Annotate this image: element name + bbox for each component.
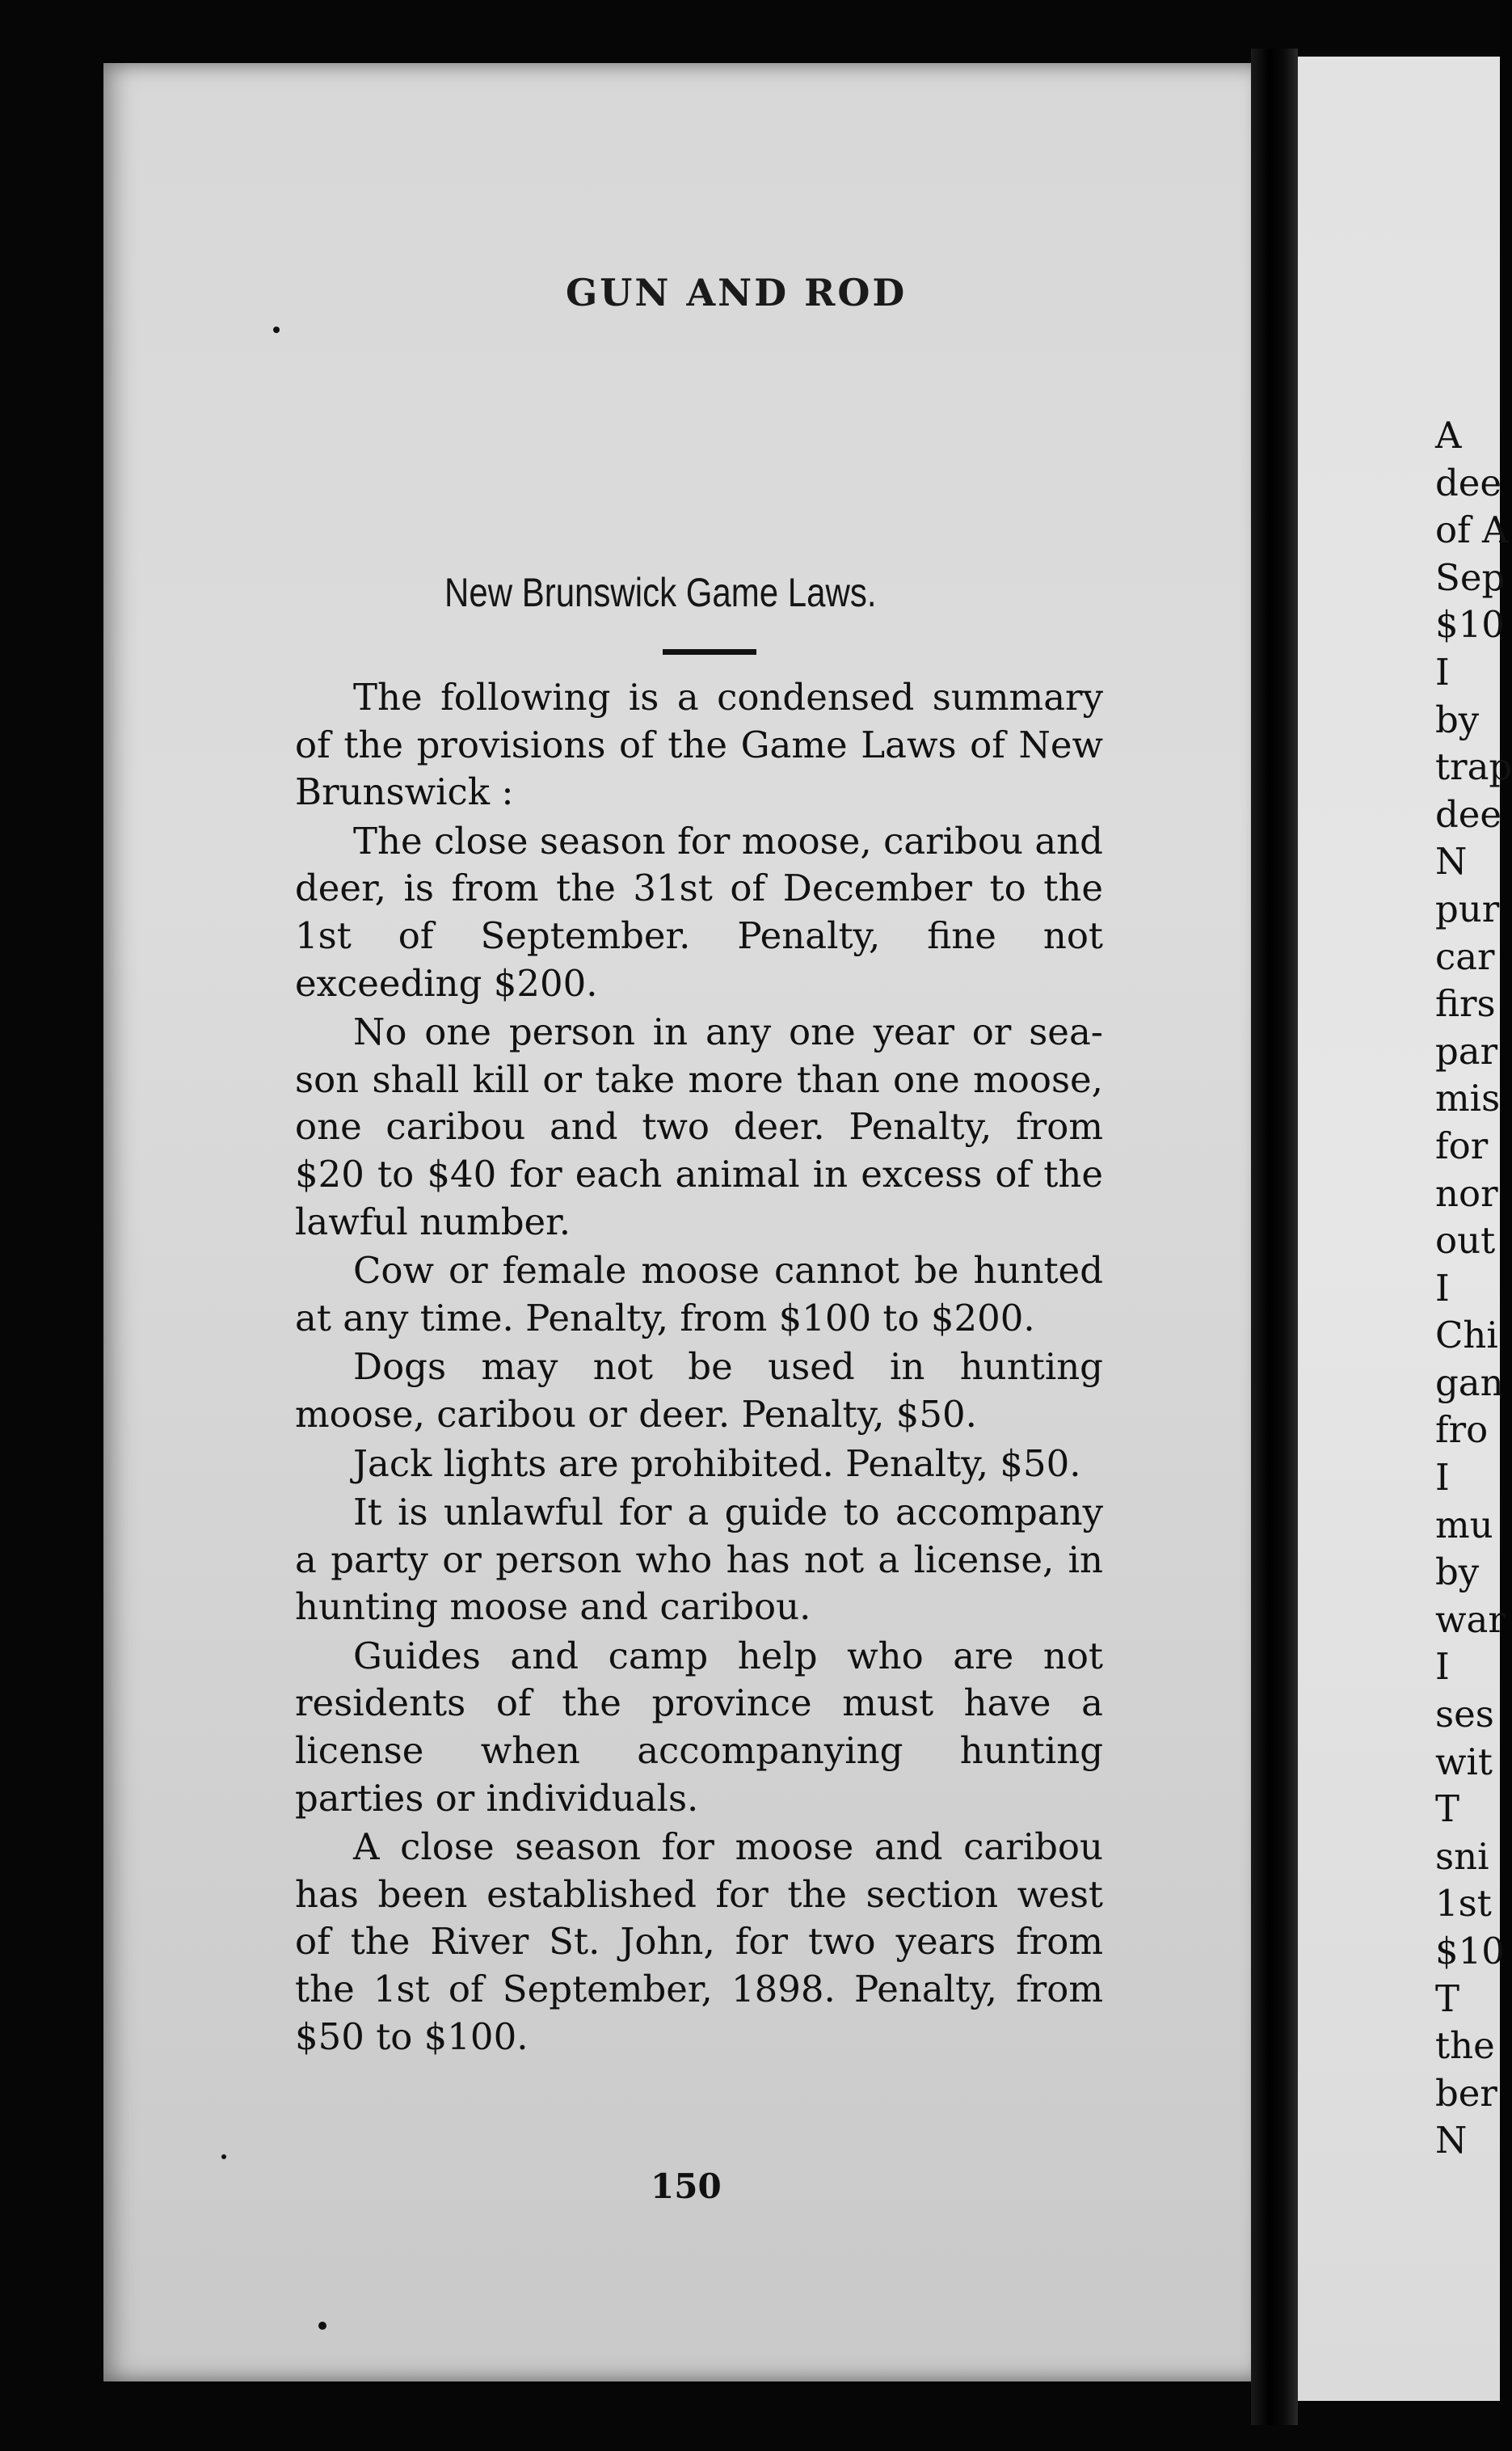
paragraph-guide-license: It is unlawful for a guide to accompany a party or person who has not a license, in hunting moose and caribou. bbox=[295, 1491, 1103, 1629]
paragraph-jack-lights: Jack lights are prohibited. Penalty, $50. bbox=[353, 1441, 1081, 1485]
facing-page-fragment: par bbox=[1435, 1029, 1498, 1073]
facing-page-fragment: I bbox=[1435, 1645, 1450, 1689]
facing-page-fragment: mu bbox=[1435, 1503, 1493, 1546]
facing-page-fragment: 1st bbox=[1435, 1882, 1492, 1926]
facing-page-fragment: firs bbox=[1435, 982, 1496, 1026]
facing-page-fragment: A bbox=[1435, 414, 1462, 457]
facing-page-fragment: $10 bbox=[1435, 603, 1505, 647]
facing-page-fragment: Chi bbox=[1435, 1314, 1498, 1357]
facing-page-fragment: of A bbox=[1435, 508, 1509, 552]
facing-page-fragment: I bbox=[1435, 1266, 1450, 1310]
facing-page-text bbox=[1435, 412, 1512, 2165]
running-head: GUN AND ROD bbox=[566, 271, 908, 314]
facing-page-fragment: dee bbox=[1435, 792, 1502, 836]
book-gutter bbox=[1251, 49, 1298, 2425]
scan-speck bbox=[318, 2322, 326, 2330]
paragraph-dogs: Dogs may not be used in hunting moose, caribou or deer. Penalty, $50. bbox=[295, 1345, 1103, 1436]
paragraph-cow-moose: Cow or female moose cannot be hunted at any time. Penalty, from $100 to $200. bbox=[295, 1249, 1103, 1339]
facing-page-fragment: I bbox=[1435, 1456, 1450, 1500]
facing-page-fragment: N bbox=[1435, 2119, 1468, 2162]
facing-page-fragment: mis bbox=[1435, 1077, 1501, 1120]
facing-page-fragment: ses bbox=[1435, 1693, 1494, 1736]
paragraph-west-section: A close season for moose and caribou has been established for the section west of the River St. John, for two years from the 1st of September, 1898. Penalty, from $50 to $100. bbox=[295, 1825, 1103, 2058]
facing-page-fragment: ber bbox=[1435, 2071, 1497, 2115]
paragraph-nonresident-guides: Guides and camp help who are not residents of the province must have a license when accompanying hunting parties or individuals. bbox=[295, 1634, 1103, 1820]
facing-page-fragment: dee bbox=[1435, 461, 1502, 504]
facing-page-fragment: wit bbox=[1435, 1740, 1493, 1783]
body-text bbox=[295, 674, 1103, 2061]
facing-page-fragment: T bbox=[1435, 1787, 1460, 1831]
facing-page-fragment: by bbox=[1435, 1550, 1480, 1594]
facing-page-fragment: out bbox=[1435, 1219, 1496, 1263]
facing-page-fragment: car bbox=[1435, 934, 1495, 978]
paragraph-intro: The following is a condensed summary of the provisions of the Game Laws of New Brunswick : bbox=[295, 676, 1103, 814]
facing-page-fragment: N bbox=[1435, 840, 1468, 884]
facing-page-fragment: by bbox=[1435, 698, 1480, 741]
paragraph-bag-limit: No one person in any one year or season shall kill or take more than one moose, one caribou and two deer. Penalty, from $20 to $40 for each animal in excess of the lawful number. bbox=[295, 1010, 1103, 1243]
facing-page-fragment: trap bbox=[1435, 745, 1512, 789]
title-rule bbox=[663, 649, 756, 655]
facing-page-fragment: Sep bbox=[1435, 555, 1506, 599]
facing-page-fragment: sni bbox=[1435, 1834, 1489, 1878]
facing-page-fragment: pur bbox=[1435, 887, 1500, 930]
facing-page-fragment: T bbox=[1435, 1976, 1460, 2020]
facing-page-fragment: $10 bbox=[1435, 1930, 1505, 1972]
paragraph-close-season: The close season for moose, caribou and deer, is from the 31st of December to the 1st of September. Penalty, fine not exceeding $200. bbox=[295, 819, 1103, 1005]
scan-speck bbox=[221, 2154, 226, 2159]
facing-page-fragment: war bbox=[1435, 1597, 1506, 1641]
facing-page-fragment: I bbox=[1435, 650, 1450, 694]
scan-speck bbox=[273, 327, 280, 333]
facing-page-fragment: the bbox=[1435, 2024, 1495, 2068]
article-title: New Brunswick Game Laws. bbox=[444, 570, 877, 615]
facing-page-fragment: for bbox=[1435, 1124, 1489, 1167]
page-number: 150 bbox=[651, 2166, 722, 2206]
facing-page-fragment: nor bbox=[1435, 1171, 1498, 1215]
facing-page-fragment: fro bbox=[1435, 1408, 1489, 1452]
facing-page-fragment: gan bbox=[1435, 1360, 1504, 1404]
